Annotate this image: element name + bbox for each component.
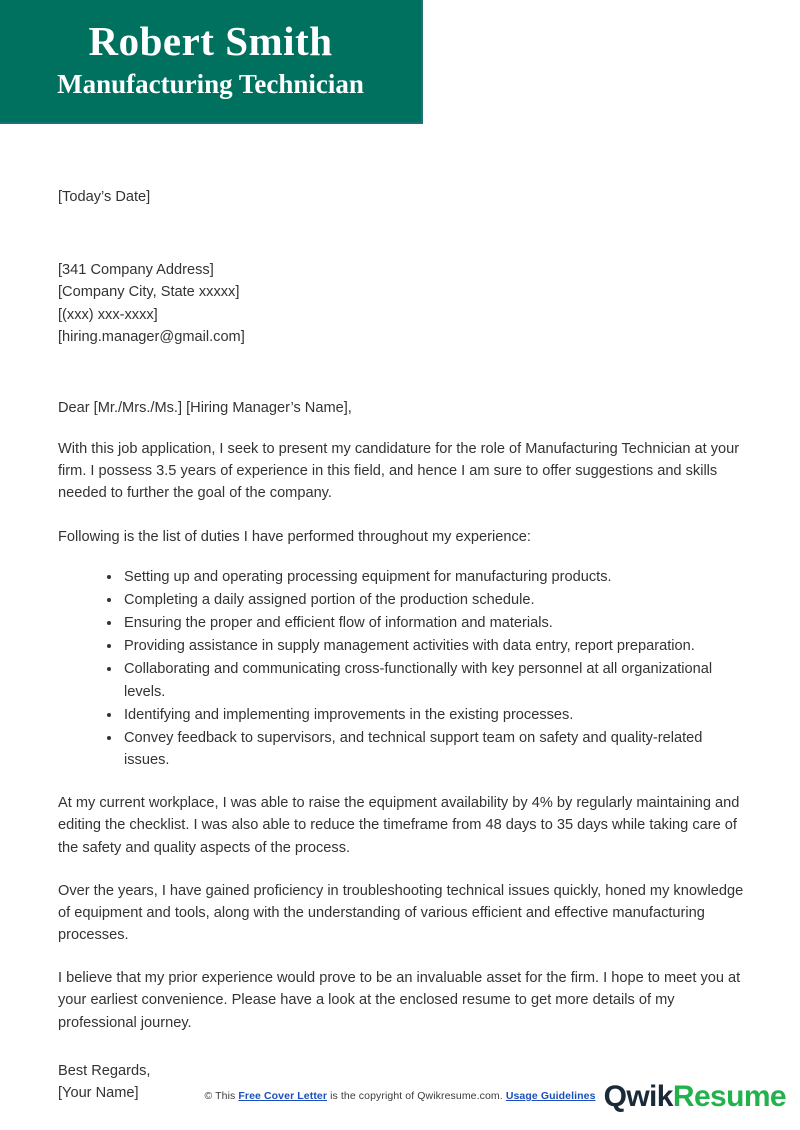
list-item: Completing a daily assigned portion of the production schedule. [107, 589, 750, 611]
list-item: Identifying and implementing improvements in the existing processes. [107, 704, 750, 726]
signature-placeholder: [Your Name] [58, 1084, 139, 1101]
list-item: Convey feedback to supervisors, and technical support team on safety and quality-related issues. [107, 727, 750, 771]
page-footer [0, 1074, 800, 1130]
duties-list [58, 566, 750, 772]
candidate-job-title: Manufacturing Technician [57, 69, 364, 99]
recipient-email: [hiring.manager@gmail.com] [58, 328, 245, 345]
recipient-street: [341 Company Address] [58, 262, 214, 279]
recipient-city-state-zip: [Company City, State xxxxx] [58, 284, 240, 301]
usage-guidelines-link[interactable]: Usage Guidelines [505, 1090, 596, 1102]
logo-text-resume: Resume [672, 1080, 786, 1113]
achievement-paragraph: At my current workplace, I was able to raise the equipment availability by 4% by regularly maintaining and editing the checklist. I was also able to reduce the timeframe from 48 days to 35 days while taking care of the safety and quality aspects of the process. [58, 795, 740, 856]
salutation: Dear [Mr./Mrs./Ms.] [Hiring Manager’s Name], [58, 399, 352, 416]
logo-text-qwik: Qwik [603, 1080, 673, 1113]
qwikresume-logo[interactable] [604, 1080, 786, 1114]
copyright-prefix: © This [204, 1090, 239, 1102]
recipient-phone: [(xxx) xxx-xxxx] [58, 306, 158, 323]
candidate-name: Robert Smith [88, 17, 333, 64]
copyright-middle: is the copyright of Qwikresume.com. [327, 1090, 506, 1102]
list-item: Ensuring the proper and efficient flow of information and materials. [107, 612, 750, 634]
list-item: Collaborating and communicating cross-functionally with key personnel at all organizational levels. [107, 658, 750, 702]
duties-list-intro: Following is the list of duties I have performed throughout my experience: [58, 528, 531, 545]
free-cover-letter-link[interactable]: Free Cover Letter [238, 1090, 328, 1102]
signoff-greeting: Best Regards, [58, 1062, 151, 1079]
date-placeholder: [Today’s Date] [58, 189, 151, 205]
cover-letter-body [58, 186, 750, 1104]
skills-paragraph: Over the years, I have gained proficiency in troubleshooting technical issues quickly, honed my knowledge of equipment and tools, along with the understanding of various efficient and effective manufacturing processes. [58, 882, 744, 944]
list-item: Providing assistance in supply management activities with data entry, report preparation. [107, 635, 750, 657]
opening-paragraph: With this job application, I seek to present my candidature for the role of Manufacturing Technician at your firm. I possess 3.5 years of experience in this field, and hence I am sure to offer suggestions and skills needed to further the goal of the company. [58, 441, 740, 502]
list-item: Setting up and operating processing equipment for manufacturing products. [107, 566, 750, 588]
recipient-address-block [58, 259, 750, 348]
closing-paragraph: I believe that my prior experience would prove to be an invaluable asset for the firm. I hope to meet you at your earliest convenience. Please have a look at the enclosed resume to get more details of my professional journey. [58, 970, 741, 1031]
header-banner [0, 0, 423, 124]
